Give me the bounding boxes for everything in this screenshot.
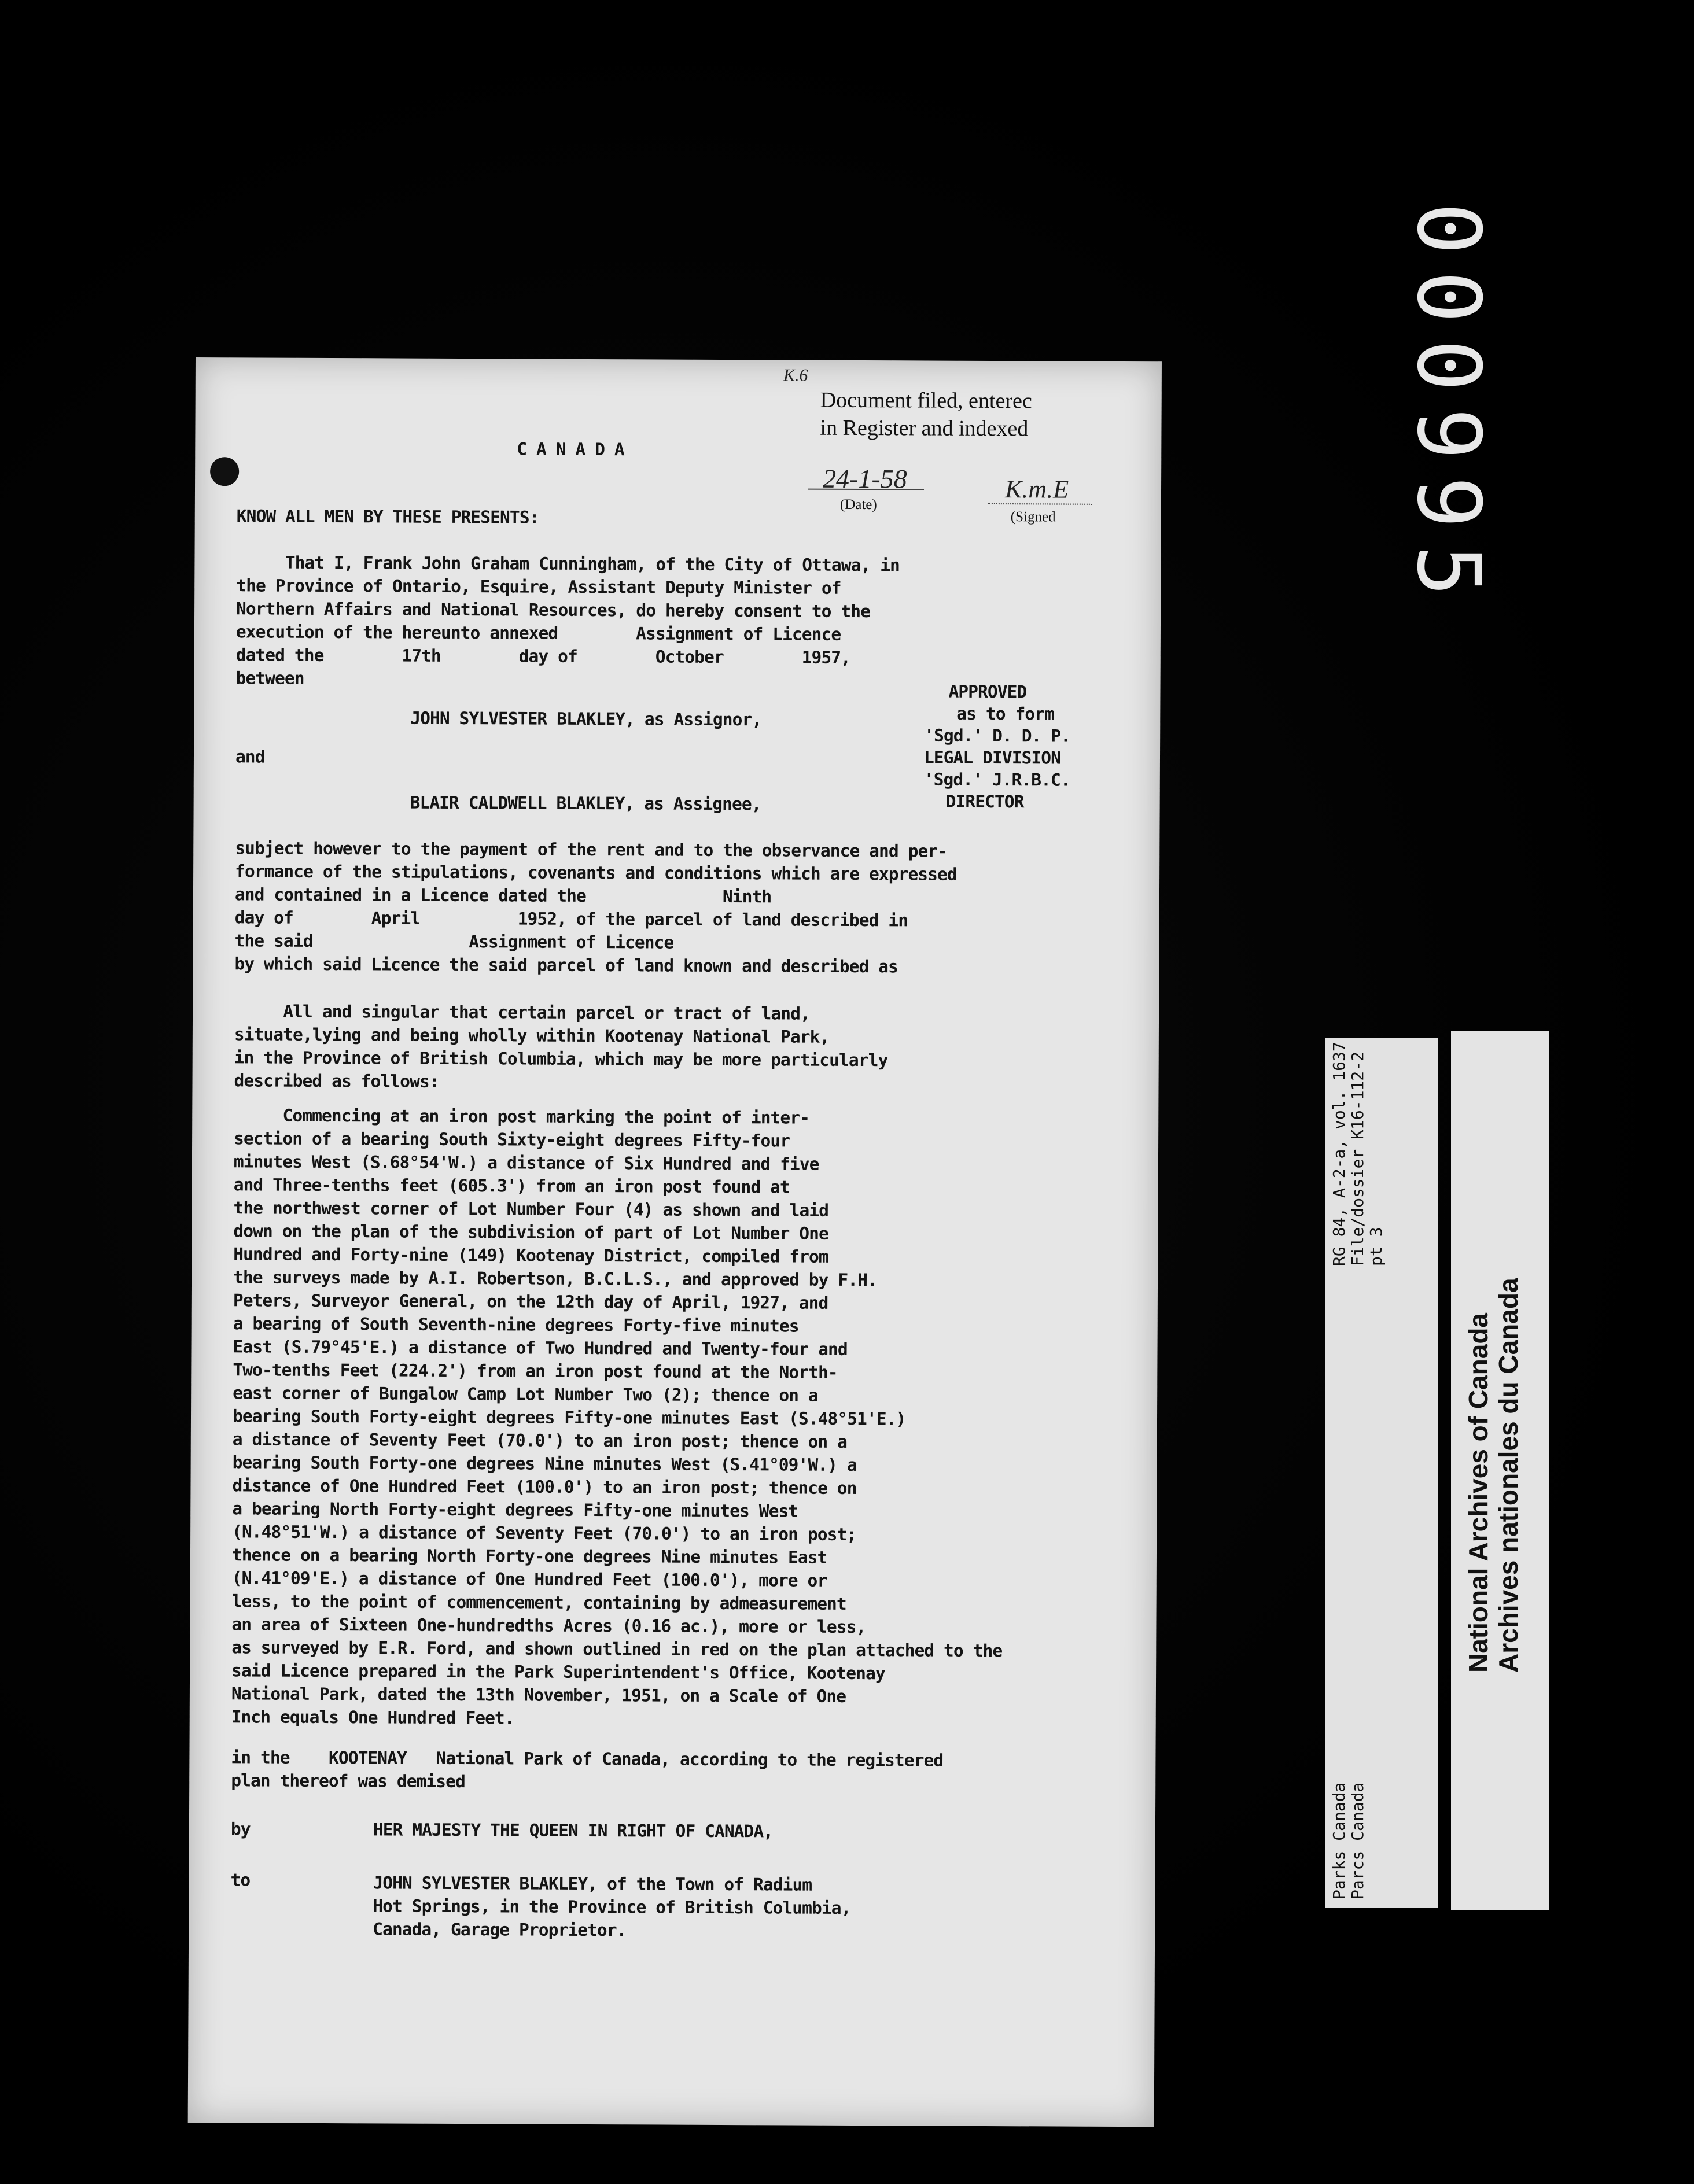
park-line: in the KOOTENAY National Park of Canada, according to the registered: [231, 1747, 944, 1770]
description-line: situate,lying and being wholly within Kootenay National Park,: [234, 1024, 830, 1047]
lessee-line: Hot Springs, in the Province of British Columbia,: [373, 1896, 851, 1918]
consent-line: between: [235, 668, 304, 688]
parks-canada-label: [1325, 1038, 1438, 1908]
archives-name-en: National Archives of Canada: [1463, 1312, 1493, 1673]
description-line: Two-tenths Feet (224.2') from an iron post found at the North-: [233, 1360, 838, 1382]
subject-line: by which said Licence the said parcel of land known and described as: [234, 954, 898, 977]
subject-line: day of April 1952, of the parcel of land described in: [234, 907, 908, 931]
description-line: in the Province of British Columbia, which may be more particularly: [234, 1047, 888, 1071]
stamp-line-1: Document filed, enterec: [820, 388, 1032, 414]
by-word: by: [230, 1819, 251, 1839]
stamp-signed-value: K.m.E: [1004, 475, 1069, 504]
frame-number-text: 000995: [1398, 202, 1498, 613]
description-line: National Park, dated the 13th November, 1951, on a Scale of One: [231, 1684, 846, 1706]
description-line: as surveyed by E.R. Ford, and shown outlined in red on the plan attached to the: [231, 1637, 1003, 1661]
description-line: East (S.79°45'E.) a distance of Two Hundred and Twenty-four and: [233, 1337, 848, 1359]
lessee-line: Canada, Garage Proprietor.: [373, 1919, 627, 1940]
signed-underline: [988, 503, 1092, 505]
park-line: plan thereof was demised: [231, 1770, 465, 1792]
archive-ref-line-1: RG 84, A-2-a, vol. 1637: [1330, 1042, 1349, 1266]
description-line: (N.41°09'E.) a distance of One Hundred Feet (100.0'), more or: [231, 1568, 827, 1591]
consent-line: Northern Affairs and National Resources, do hereby consent to the: [236, 599, 871, 622]
lessor: HER MAJESTY THE QUEEN IN RIGHT OF CANADA,: [373, 1820, 774, 1842]
approval-line: DIRECTOR: [945, 791, 1024, 812]
description-line: less, to the point of commencement, containing by admeasurement: [231, 1591, 846, 1614]
archive-ref-line-2: File/dossier K16-112-2: [1348, 1052, 1367, 1266]
stamp-line-2: in Register and indexed: [820, 415, 1029, 441]
national-archives-label: [1451, 1031, 1549, 1910]
description-line: an area of Sixteen One-hundredths Acres (0.16 ac.), more or less,: [231, 1614, 866, 1637]
description-line: described as follows:: [234, 1071, 439, 1091]
consent-line: dated the 17th day of October 1957,: [235, 645, 851, 667]
description-line: minutes West (S.68°54'W.) a distance of Six Hundred and five: [233, 1152, 819, 1174]
description-line: down on the plan of the subdivision of part of Lot Number One: [233, 1221, 828, 1244]
stamp-signed-label: (Signed: [1010, 509, 1056, 525]
subject-line: the said Assignment of Licence: [234, 931, 674, 953]
consent-line: the Province of Ontario, Esquire, Assistant Deputy Minister of: [236, 575, 841, 598]
description-line: (N.48°51'W.) a distance of Seventy Feet (70.0') to an iron post;: [232, 1522, 857, 1545]
approval-line: LEGAL DIVISION: [923, 747, 1061, 768]
consent-line: That I, Frank John Graham Cunningham, of the City of Ottawa, in: [236, 552, 900, 575]
parks-name-en: Parks Canada: [1330, 1782, 1349, 1899]
description-line: the surveys made by A.I. Robertson, B.C.L.S., and approved by F.H.: [233, 1267, 877, 1290]
description-line: Hundred and Forty-nine (149) Kootenay District, compiled from: [233, 1244, 828, 1267]
approval-line: as to form: [956, 703, 1055, 724]
salutation: KNOW ALL MEN BY THESE PRESENTS:: [236, 506, 539, 527]
description-line: Commencing at an iron post marking the point of inter-: [234, 1105, 810, 1128]
description-line: a bearing North Forty-eight degrees Fifty-one minutes West: [232, 1499, 798, 1521]
punch-hole-mark: [210, 457, 239, 486]
subject-line: formance of the stipulations, covenants and conditions which are expressed: [235, 861, 957, 884]
description-line: a distance of Seventy Feet (70.0') to an iron post; thence on a: [232, 1429, 848, 1452]
description-line: thence on a bearing North Forty-one degrees Nine minutes East: [231, 1545, 827, 1567]
assignee: BLAIR CALDWELL BLAKLEY, as Assignee,: [410, 792, 761, 814]
description-line: a bearing of South Seventh-nine degrees Forty-five minutes: [233, 1314, 799, 1336]
description-line: east corner of Bungalow Camp Lot Number Two (2); thence on a: [233, 1383, 818, 1405]
approval-line: 'Sgd.' D. D. P.: [924, 725, 1071, 746]
stamp-date-label: (Date): [839, 496, 877, 513]
description-line: and Three-tenths feet (605.3') from an iron post found at: [233, 1175, 790, 1197]
archive-ref-line-3: pt 3: [1367, 1227, 1386, 1266]
description-line: bearing South Forty-one degrees Nine minutes West (S.41°09'W.) a: [232, 1452, 857, 1475]
description-line: section of a bearing South Sixty-eight degrees Fifty-four: [234, 1128, 790, 1151]
subject-line: subject however to the payment of the rent and to the observance and per-: [235, 838, 948, 861]
to-word: to: [230, 1870, 251, 1890]
document-page: [188, 357, 1162, 2127]
and-word: and: [235, 747, 265, 767]
description-line: distance of One Hundred Feet (100.0') to an iron post; thence on: [232, 1475, 857, 1499]
description-line: Peters, Surveyor General, on the 12th day of April, 1927, and: [233, 1290, 828, 1313]
description-line: said Licence prepared in the Park Superintendent's Office, Kootenay: [231, 1661, 885, 1684]
subject-line: and contained in a Licence dated the Ninth: [234, 884, 772, 907]
description-line: the northwest corner of Lot Number Four (4) as shown and laid: [233, 1198, 829, 1220]
assignor: JOHN SYLVESTER BLAKLEY, as Assignor,: [410, 708, 762, 730]
archives-name-fr: Archives nationales du Canada: [1493, 1278, 1523, 1673]
description-line: All and singular that certain parcel or tract of land,: [234, 1001, 810, 1024]
stamp-date-value: 24-1-58: [822, 463, 907, 494]
approval-line: 'Sgd.' J.R.B.C.: [923, 769, 1070, 790]
frame-number: [1398, 202, 1516, 671]
approval-line: APPROVED: [948, 681, 1027, 702]
description-line: Inch equals One Hundred Feet.: [231, 1707, 514, 1728]
handwritten-ref: K.6: [783, 366, 808, 385]
consent-line: execution of the hereunto annexed Assignment of Licence: [235, 622, 841, 644]
description-line: bearing South Forty-eight degrees Fifty-one minutes East (S.48°51'E.): [232, 1406, 906, 1429]
document-heading: C A N A D A: [517, 439, 624, 460]
lessee-line: JOHN SYLVESTER BLAKLEY, of the Town of Radium: [373, 1873, 812, 1895]
parks-name-fr: Parcs Canada: [1348, 1782, 1367, 1899]
